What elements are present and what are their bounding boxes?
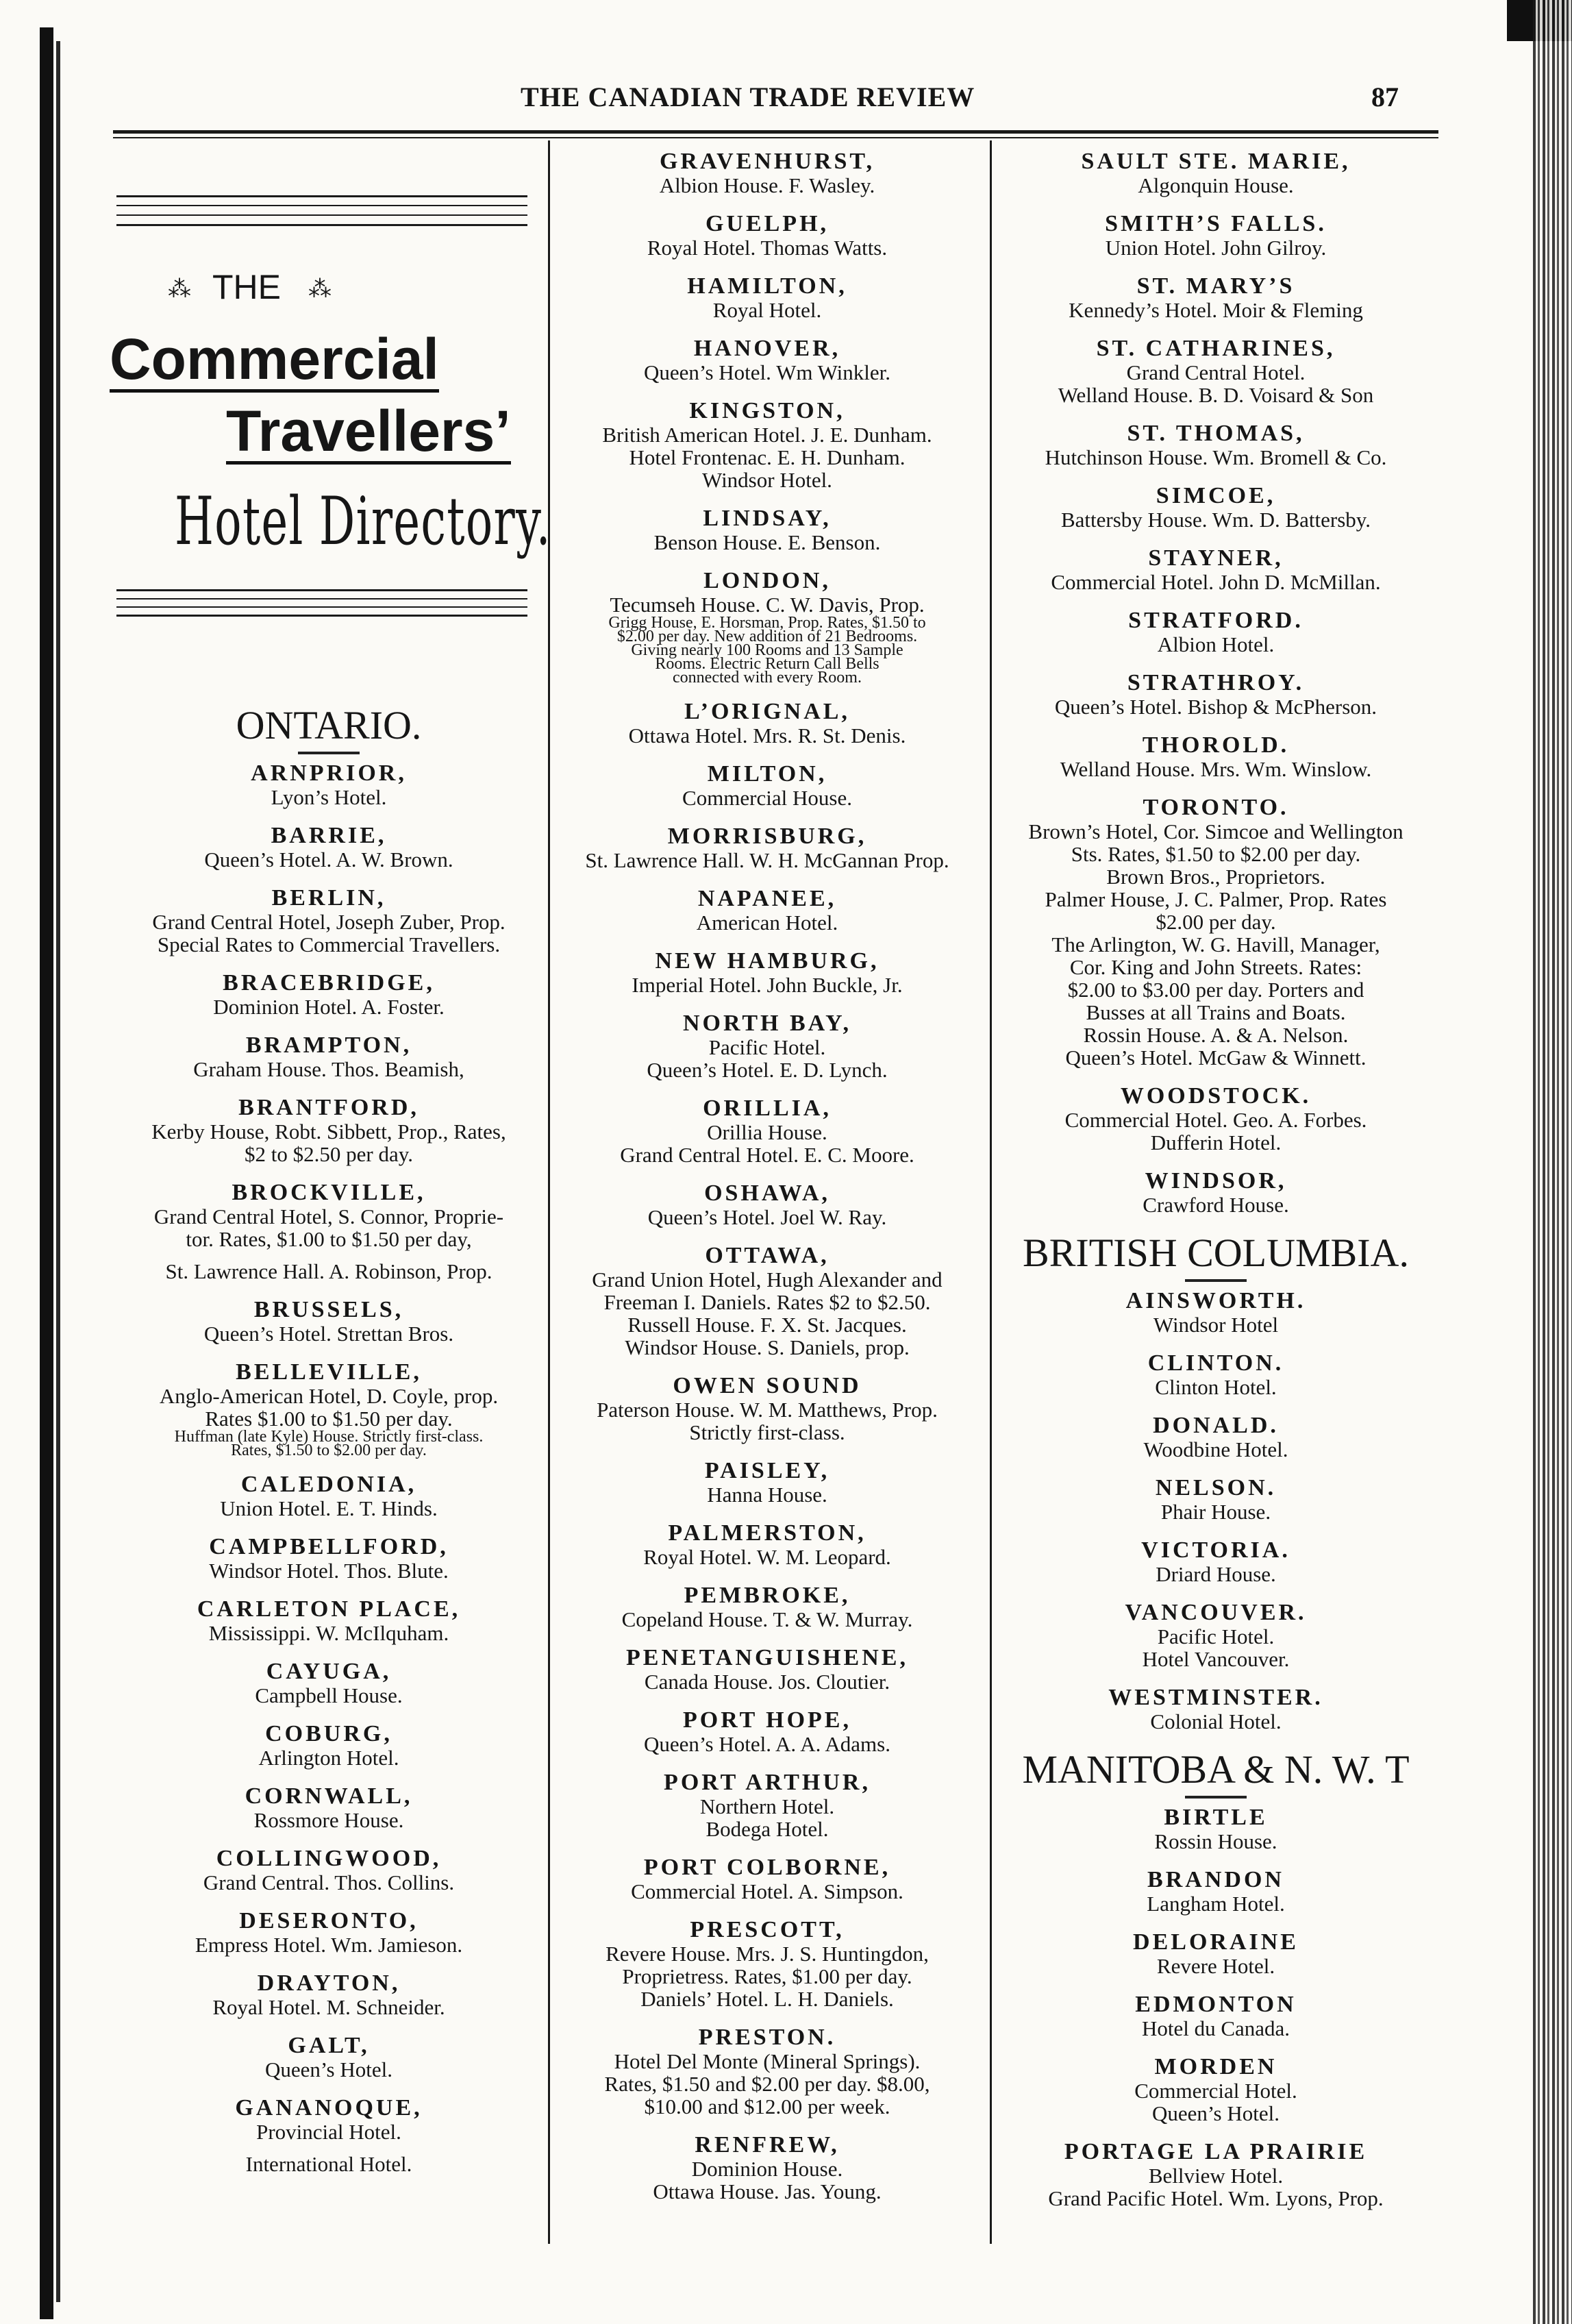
hotel-line: Northern Hotel. — [699, 1794, 835, 1818]
directory-entry — [551, 1459, 983, 1506]
hotel-line: Lyon’s Hotel. — [271, 785, 387, 809]
province-heading: BRITISH COLUMBIA. — [1023, 1231, 1409, 1275]
directory-entry — [993, 1289, 1438, 1336]
masthead-rule — [116, 589, 527, 591]
town-name: GALT, — [288, 2033, 370, 2058]
town-name: L’ORIGNAL, — [684, 699, 850, 724]
fine-print-line: $2.00 per day. New addition of 21 Bedrooms. — [616, 628, 918, 645]
directory-entry — [551, 1096, 983, 1166]
directory-entry — [113, 761, 545, 808]
hotel-line: Grand Central Hotel, Joseph Zuber, Prop. — [152, 910, 506, 934]
directory-entry — [993, 795, 1438, 1069]
hotel-line: Bellview Hotel. — [1148, 2164, 1284, 2188]
town-name: EDMONTON — [1135, 1992, 1297, 2017]
hotel-line: Palmer House, J. C. Palmer, Prop. Rates — [1045, 887, 1387, 911]
hotel-line: Hutchinson House. Wm. Bromell & Co. — [1045, 445, 1387, 469]
hotel-line: Queen’s Hotel. — [1152, 2101, 1280, 2125]
fine-print-line: connected with every Room. — [673, 669, 862, 687]
town-name: MORDEN — [1154, 2054, 1277, 2079]
hotel-line: Empress Hotel. Wm. Jamieson. — [195, 1933, 463, 1957]
hotel-line: Grand Union Hotel, Hugh Alexander and — [592, 1268, 943, 1291]
directory-entry — [993, 1685, 1438, 1733]
town-name: PRESCOTT, — [690, 1917, 845, 1942]
column-ontario-s-w-bc-manitoba — [993, 149, 1438, 2225]
hotel-line: Busses at all Trains and Boats. — [1086, 1000, 1346, 1024]
masthead-rule — [116, 205, 527, 206]
running-head: THE CANADIAN TRADE REVIEW — [521, 82, 975, 112]
fine-print-line: Huffman (late Kyle) House. Strictly first-class. — [174, 1428, 484, 1446]
town-name: WINDSOR, — [1145, 1168, 1287, 1194]
hotel-line: Daniels’ Hotel. L. H. Daniels. — [640, 1987, 894, 2011]
hotel-line: Hanna House. — [707, 1483, 827, 1507]
hotel-line: Imperial Hotel. John Buckle, Jr. — [632, 973, 903, 997]
directory-entry — [113, 1971, 545, 2018]
hotel-line: Royal Hotel. — [712, 298, 822, 322]
town-name: TORONTO. — [1143, 795, 1289, 820]
fine-print-line: Grigg House, E. Horsman, Prop. Rates, $1.50 to — [608, 614, 926, 632]
town-name: NAPANEE, — [697, 886, 837, 911]
town-name: OWEN SOUND — [673, 1373, 862, 1398]
directory-entry — [993, 546, 1438, 593]
hotel-line: Grand Central Hotel. — [1126, 360, 1306, 384]
town-name: GANANOQUE, — [235, 2095, 423, 2121]
hotel-line: Albion Hotel. — [1157, 632, 1275, 656]
town-name: VICTORIA. — [1141, 1537, 1290, 1563]
hotel-line: Pacific Hotel. — [1157, 1624, 1275, 1648]
hotel-line: Kennedy’s Hotel. Moir & Fleming — [1069, 298, 1363, 322]
province-rule — [298, 752, 360, 754]
hotel-line: Brown’s Hotel, Cor. Simcoe and Wellington — [1028, 819, 1403, 843]
town-name: VANCOUVER. — [1125, 1600, 1307, 1625]
hotel-line: Canada House. Jos. Cloutier. — [644, 1670, 890, 1694]
town-name: BRUSSELS, — [253, 1297, 404, 1322]
town-name: BERLIN, — [271, 885, 386, 911]
hotel-line: American Hotel. — [696, 911, 838, 935]
hotel-line: Grand Central. Thos. Collins. — [203, 1870, 455, 1894]
hotel-line: Grand Central Hotel. E. C. Moore. — [620, 1143, 914, 1167]
town-name: SAULT STE. MARIE, — [1081, 149, 1351, 174]
column-ontario-g-r — [551, 149, 983, 2218]
directory-entry — [113, 1180, 545, 1283]
directory-entry — [113, 1909, 545, 1956]
town-name: NORTH BAY, — [682, 1011, 852, 1036]
hotel-line: Revere Hotel. — [1156, 1954, 1275, 1978]
directory-entry — [551, 949, 983, 996]
province-heading: ONTARIO. — [236, 703, 422, 747]
town-name: OTTAWA, — [705, 1243, 829, 1268]
town-name: GRAVENHURST, — [659, 149, 875, 174]
town-name: STRATHROY. — [1127, 670, 1305, 695]
directory-entry — [993, 274, 1438, 321]
masthead-rule — [116, 598, 527, 599]
directory-entry — [113, 2096, 545, 2175]
directory-entry — [113, 1722, 545, 1769]
directory-entry — [551, 2025, 983, 2118]
directory-entry — [113, 2034, 545, 2081]
hotel-line: Commercial Hotel. A. Simpson. — [631, 1879, 903, 1903]
directory-entry — [993, 2055, 1438, 2125]
directory-entry — [993, 671, 1438, 718]
directory-entry — [113, 1033, 545, 1080]
town-name: CAYUGA, — [266, 1659, 392, 1684]
town-name: COLLINGWOOD, — [216, 1846, 442, 1871]
town-name: STRATFORD. — [1128, 608, 1303, 633]
hotel-line: Rates $1.00 to $1.50 per day. — [205, 1407, 453, 1431]
hotel-line: Anglo-American Hotel, D. Coyle, prop. — [159, 1384, 499, 1408]
masthead-rule — [116, 606, 527, 608]
directory-entry — [113, 1597, 545, 1644]
directory-entry — [993, 1600, 1438, 1670]
town-name: BELLEVILLE, — [236, 1359, 422, 1385]
hotel-line: Algonquin House. — [1138, 173, 1294, 197]
hotel-line: Freeman I. Daniels. Rates $2 to $2.50. — [603, 1290, 931, 1314]
hotel-line: Royal Hotel. M. Schneider. — [212, 1995, 445, 2019]
directory-entry — [113, 1298, 545, 1345]
town-name: CORNWALL, — [245, 1783, 413, 1809]
masthead-rule — [116, 195, 527, 197]
town-name: BRANTFORD, — [238, 1095, 419, 1120]
fine-print-line: Rooms. Electric Return Call Bells — [655, 655, 879, 673]
directory-entry — [551, 1855, 983, 1903]
directory-entry — [551, 824, 983, 872]
town-name: HAMILTON, — [687, 273, 847, 299]
hotel-line: $10.00 and $12.00 per week. — [644, 2094, 890, 2118]
hotel-line: $2 to $2.50 per day. — [245, 1142, 413, 1166]
town-name: PORTAGE LA PRAIRIE — [1064, 2139, 1368, 2164]
hotel-line: Royal Hotel. W. M. Leopard. — [643, 1545, 891, 1569]
town-name: AINSWORTH. — [1125, 1288, 1306, 1313]
hotel-line: Queen’s Hotel. A. A. Adams. — [644, 1732, 890, 1756]
directory-entry — [551, 568, 983, 687]
hotel-line: Union Hotel. E. T. Hinds. — [220, 1496, 438, 1520]
header-rule-top — [113, 130, 1438, 134]
masthead-rule — [116, 214, 527, 216]
directory-entry — [993, 2140, 1438, 2210]
binding-edge-left-inner — [56, 41, 60, 2302]
column-divider-1 — [548, 140, 550, 2244]
town-name: NELSON. — [1155, 1475, 1277, 1500]
town-name: BRAMPTON, — [245, 1033, 412, 1058]
hotel-line: Arlington Hotel. — [258, 1746, 399, 1770]
hotel-line: Copeland House. T. & W. Murray. — [621, 1607, 913, 1631]
province-rule — [1185, 1796, 1247, 1798]
hotel-line: Rossmore House. — [253, 1808, 404, 1832]
directory-entry — [993, 608, 1438, 656]
town-name: PALMERSTON, — [668, 1520, 866, 1546]
town-name: BROCKVILLE, — [232, 1180, 426, 1205]
directory-entry — [113, 1535, 545, 1582]
scan-edge-right — [1533, 0, 1572, 2324]
town-name: BIRTLE — [1164, 1805, 1268, 1830]
directory-entry — [993, 1805, 1438, 1853]
column-ontario-a-g — [113, 689, 545, 2190]
directory-entry — [551, 1918, 983, 2010]
hotel-line: Colonial Hotel. — [1150, 1709, 1282, 1733]
hotel-line: Provincial Hotel. — [256, 2120, 401, 2144]
hotel-line: Grand Central Hotel, S. Connor, Proprie- — [153, 1204, 504, 1228]
directory-entry — [113, 1659, 545, 1707]
directory-entry — [551, 336, 983, 384]
directory-entry — [551, 2133, 983, 2203]
directory-entry — [551, 887, 983, 934]
ornament-left-icon: ⁂ — [168, 275, 191, 303]
hotel-line: Battersby House. Wm. D. Battersby. — [1060, 508, 1371, 532]
hotel-line: Grand Pacific Hotel. Wm. Lyons, Prop. — [1048, 2186, 1384, 2210]
masthead-hotel-directory: Hotel Directory. — [175, 483, 551, 560]
directory-entry — [551, 1244, 983, 1359]
hotel-line: Rossin House. — [1154, 1829, 1277, 1853]
hotel-line: Paterson House. W. M. Matthews, Prop. — [597, 1398, 938, 1422]
hotel-line: Queen’s Hotel. A. W. Brown. — [204, 848, 453, 872]
directory-entry — [551, 1583, 983, 1631]
directory-entry — [551, 700, 983, 747]
province-heading: MANITOBA & N. W. T — [1022, 1747, 1410, 1792]
hotel-line: Queen’s Hotel. Bishop & McPherson. — [1054, 695, 1377, 719]
hotel-line: Welland House. Mrs. Wm. Winslow. — [1060, 757, 1372, 781]
directory-entry — [993, 1992, 1438, 2040]
directory-entry — [993, 1413, 1438, 1461]
hotel-line: Union Hotel. John Gilroy. — [1105, 236, 1327, 260]
town-name: ST. THOMAS, — [1127, 421, 1305, 446]
hotel-line: Hotel Del Monte (Mineral Springs). — [614, 2049, 921, 2073]
directory-entry — [993, 1538, 1438, 1585]
hotel-line: International Hotel. — [245, 2152, 412, 2176]
hotel-line: The Arlington, W. G. Havill, Manager, — [1051, 932, 1380, 956]
directory-entry — [551, 762, 983, 809]
directory-entry — [993, 733, 1438, 780]
hotel-line: Windsor Hotel — [1153, 1313, 1279, 1337]
directory-entry — [113, 1472, 545, 1520]
town-name: CALEDONIA, — [240, 1472, 417, 1497]
town-name: ORILLIA, — [703, 1096, 832, 1121]
directory-entry — [993, 149, 1438, 197]
directory-entry — [551, 1770, 983, 1840]
hotel-line: Commercial Hotel. Geo. A. Forbes. — [1064, 1108, 1367, 1132]
directory-entry — [993, 421, 1438, 469]
hotel-line: Revere House. Mrs. J. S. Huntingdon, — [606, 1942, 929, 1966]
hotel-line: Windsor House. S. Daniels, prop. — [625, 1335, 910, 1359]
town-name: PORT ARTHUR, — [664, 1770, 871, 1795]
directory-entry — [993, 1169, 1438, 1216]
town-name: WESTMINSTER. — [1108, 1685, 1323, 1710]
hotel-line: Hotel Vancouver. — [1142, 1647, 1290, 1671]
hotel-line: Langham Hotel. — [1147, 1892, 1285, 1916]
town-name: HANOVER, — [693, 336, 841, 361]
hotel-line: Mississippi. W. McIlquham. — [208, 1621, 449, 1645]
hotel-line: St. Lawrence Hall. W. H. McGannan Prop. — [585, 848, 949, 872]
town-name: THOROLD. — [1142, 732, 1290, 758]
town-name: ST. CATHARINES, — [1096, 336, 1336, 361]
town-name: DESERONTO, — [239, 1908, 419, 1933]
hotel-line: Kerby House, Robt. Sibbett, Prop., Rates, — [151, 1120, 506, 1144]
hotel-line: Queen’s Hotel. — [265, 2057, 392, 2081]
hotel-line: Benson House. E. Benson. — [653, 530, 881, 554]
hotel-line: Queen’s Hotel. Wm Winkler. — [643, 360, 891, 384]
hotel-line: Dufferin Hotel. — [1150, 1130, 1282, 1154]
directory-entry — [993, 336, 1438, 406]
page-number: 87 — [1371, 82, 1399, 112]
directory-entry — [993, 1351, 1438, 1398]
town-name: COBURG, — [265, 1721, 392, 1746]
header-rule-bottom — [113, 137, 1438, 138]
directory-entry — [993, 484, 1438, 531]
hotel-line: Dominion House. — [691, 2157, 843, 2181]
directory-entry — [113, 1360, 545, 1457]
hotel-line: Windsor Hotel. — [702, 468, 832, 492]
hotel-line: Bodega Hotel. — [706, 1817, 829, 1841]
hotel-line: Queen’s Hotel. Joel W. Ray. — [647, 1205, 887, 1229]
hotel-line: Queen’s Hotel. E. D. Lynch. — [647, 1058, 888, 1082]
hotel-line: Graham House. Thos. Beamish, — [193, 1057, 464, 1081]
directory-entry — [113, 1846, 545, 1894]
hotel-line: $2.00 per day. — [1156, 910, 1276, 934]
hotel-line: $2.00 to $3.00 per day. Porters and — [1067, 978, 1364, 1002]
town-name: NEW HAMBURG, — [655, 948, 879, 974]
directory-entry — [113, 971, 545, 1018]
hotel-line: Special Rates to Commercial Travellers. — [157, 932, 501, 956]
town-name: PORT HOPE, — [683, 1707, 851, 1733]
town-name: SMITH’S FALLS. — [1105, 211, 1327, 236]
hotel-line: Royal Hotel. Thomas Watts. — [647, 236, 888, 260]
town-name: CARLETON PLACE, — [197, 1596, 461, 1622]
directory-entry — [113, 824, 545, 871]
hotel-line: Welland House. B. D. Voisard & Son — [1058, 383, 1374, 407]
masthead-the: THE — [212, 268, 281, 306]
masthead-commercial: Commercial — [110, 327, 439, 391]
directory-entry — [551, 1708, 983, 1755]
hotel-line: Brown Bros., Proprietors. — [1106, 865, 1325, 889]
town-name: PAISLEY, — [704, 1458, 830, 1483]
hotel-line: Tecumseh House. C. W. Davis, Prop. — [610, 593, 925, 617]
town-name: DRAYTON, — [257, 1970, 401, 1996]
hotel-line: Sts. Rates, $1.50 to $2.00 per day. — [1071, 842, 1361, 866]
town-name: LONDON, — [703, 568, 831, 593]
directory-entry — [113, 886, 545, 956]
hotel-line: St. Lawrence Hall. A. Robinson, Prop. — [165, 1259, 492, 1283]
town-name: KINGSTON, — [689, 398, 845, 423]
directory-entry — [113, 1784, 545, 1831]
ornament-right-icon: ⁂ — [308, 275, 332, 303]
hotel-line: Phair House. — [1160, 1500, 1271, 1524]
hotel-line: Commercial House. — [682, 786, 852, 810]
hotel-line: British American Hotel. J. E. Dunham. — [602, 423, 932, 447]
town-name: BARRIE, — [271, 823, 387, 848]
hotel-line: Albion House. F. Wasley. — [659, 173, 875, 197]
directory-entry — [551, 1521, 983, 1568]
hotel-line: Queen’s Hotel. McGaw & Winnett. — [1065, 1046, 1367, 1070]
directory-entry — [551, 1011, 983, 1081]
masthead-rule — [116, 224, 527, 226]
directory-entry — [551, 149, 983, 197]
hotel-line: Clinton Hotel. — [1155, 1375, 1277, 1399]
hotel-line: Orillia House. — [707, 1120, 827, 1144]
town-name: BRACEBRIDGE, — [223, 970, 435, 996]
hotel-line: Rossin House. A. & A. Nelson. — [1083, 1023, 1349, 1047]
hotel-line: Crawford House. — [1143, 1193, 1289, 1217]
town-name: MORRISBURG, — [667, 824, 867, 849]
town-name: BRANDON — [1147, 1867, 1284, 1892]
masthead-travellers: Travellers’ — [226, 399, 511, 463]
directory-entry — [993, 1084, 1438, 1154]
hotel-line: Woodbine Hotel. — [1143, 1437, 1288, 1461]
town-name: PEMBROKE, — [684, 1583, 851, 1608]
hotel-line: Campbell House. — [255, 1683, 403, 1707]
hotel-line: Hotel du Canada. — [1141, 2016, 1290, 2040]
town-name: SIMCOE, — [1156, 483, 1276, 508]
town-name: MILTON, — [707, 761, 827, 787]
directory-entry — [113, 1096, 545, 1165]
directory-entry — [551, 1374, 983, 1444]
directory-entry — [551, 212, 983, 259]
directory-entry — [993, 1930, 1438, 1977]
hotel-line: Rates, $1.50 and $2.00 per day. $8.00, — [604, 2072, 930, 2096]
town-name: ARNPRIOR, — [251, 761, 407, 786]
town-name: PORT COLBORNE, — [643, 1855, 891, 1880]
directory-entry — [993, 212, 1438, 259]
town-name: OSHAWA, — [704, 1180, 830, 1206]
town-name: LINDSAY, — [703, 506, 832, 531]
directory-entry — [993, 1476, 1438, 1523]
directory-entry — [551, 506, 983, 554]
hotel-line: Ottawa House. Jas. Young. — [653, 2179, 882, 2203]
directory-entry — [551, 274, 983, 321]
town-name: DELORAINE — [1133, 1929, 1299, 1955]
directory-entry — [551, 1181, 983, 1228]
hotel-line: Windsor Hotel. Thos. Blute. — [209, 1559, 449, 1583]
town-name: RENFREW, — [695, 2132, 840, 2158]
town-name: PRESTON. — [698, 2025, 836, 2050]
column-divider-2 — [990, 140, 992, 2244]
hotel-line: Ottawa Hotel. Mrs. R. St. Denis. — [628, 724, 906, 747]
hotel-line: Proprietress. Rates, $1.00 per day. — [622, 1964, 912, 1988]
town-name: STAYNER, — [1148, 545, 1284, 571]
hotel-line: Cor. King and John Streets. Rates: — [1069, 955, 1362, 979]
town-name: WOODSTOCK. — [1120, 1083, 1312, 1109]
directory-entry — [551, 1646, 983, 1693]
hotel-line: Driard House. — [1156, 1562, 1276, 1586]
hotel-line: Hotel Frontenac. E. H. Dunham. — [629, 445, 906, 469]
hotel-line: Queen’s Hotel. Strettan Bros. — [203, 1322, 454, 1346]
masthead-rule — [116, 615, 527, 617]
town-name: ST. MARY’S — [1136, 273, 1295, 299]
fine-print-line: Giving nearly 100 Rooms and 13 Sample — [631, 641, 903, 659]
binding-edge-left — [40, 27, 53, 2319]
hotel-line: Dominion Hotel. A. Foster. — [213, 995, 445, 1019]
hotel-line: Russell House. F. X. St. Jacques. — [627, 1313, 907, 1337]
directory-entry — [993, 1868, 1438, 1915]
fine-print-line: Rates, $1.50 to $2.00 per day. — [231, 1442, 427, 1459]
town-name: PENETANGUISHENE, — [626, 1645, 908, 1670]
hotel-line: tor. Rates, $1.00 to $1.50 per day, — [186, 1227, 472, 1251]
directory-entry — [551, 399, 983, 491]
hotel-line: Pacific Hotel. — [708, 1035, 826, 1059]
hotel-line: Commercial Hotel. — [1134, 2079, 1297, 2103]
town-name: CLINTON. — [1147, 1350, 1284, 1376]
hotel-line: Strictly first-class. — [689, 1420, 845, 1444]
town-name: CAMPBELLFORD, — [209, 1534, 449, 1559]
town-name: GUELPH, — [705, 211, 829, 236]
hotel-line: Commercial Hotel. John D. McMillan. — [1051, 570, 1381, 594]
town-name: DONALD. — [1153, 1413, 1279, 1438]
province-rule — [1185, 1279, 1247, 1282]
